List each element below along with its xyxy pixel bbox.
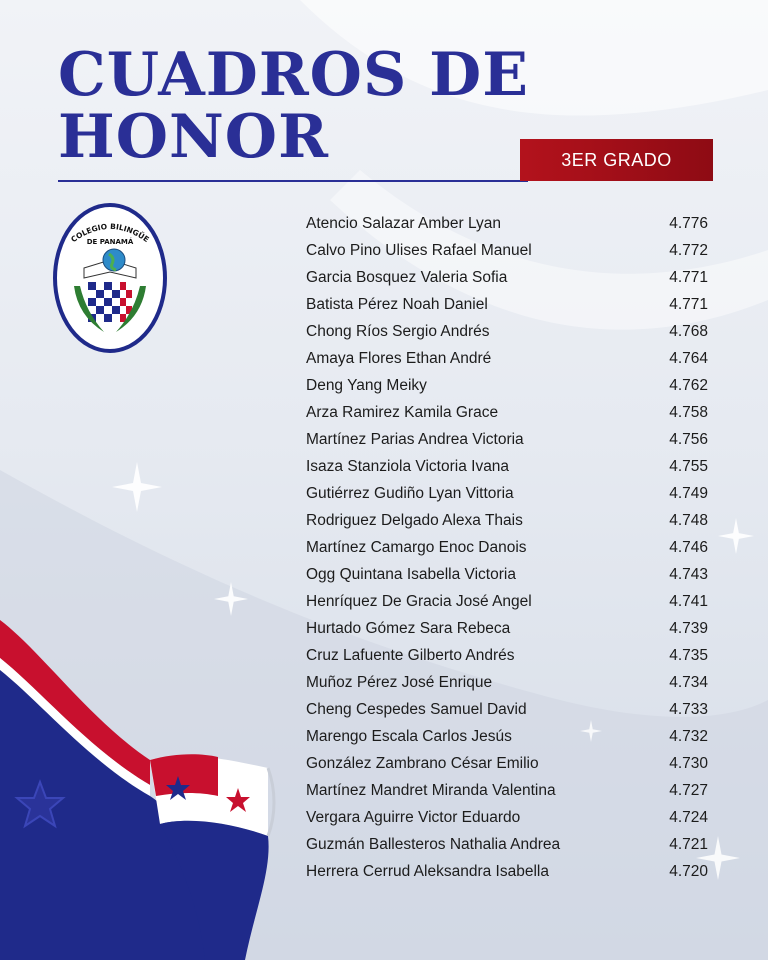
list-item	[306, 723, 708, 750]
student-score: 4.741	[669, 592, 708, 610]
list-item	[306, 696, 708, 723]
student-score: 4.771	[669, 268, 708, 286]
student-name: Gutiérrez Gudiño Lyan Vittoria	[306, 484, 514, 502]
title-line-1: CUADROS DE	[58, 40, 529, 110]
student-score: 4.776	[669, 214, 708, 232]
student-name: Cruz Lafuente Gilberto Andrés	[306, 646, 515, 664]
student-score: 4.762	[669, 376, 708, 394]
student-name: Ogg Quintana Isabella Victoria	[306, 565, 516, 583]
sparkle-star-icon	[718, 518, 754, 554]
student-name: Martínez Mandret Miranda Valentina	[306, 781, 556, 799]
school-crest-logo	[52, 202, 168, 354]
student-name: Hurtado Gómez Sara Rebeca	[306, 619, 511, 637]
student-name: Arza Ramirez Kamila Grace	[306, 403, 499, 421]
student-name: Guzmán Ballesteros Nathalia Andrea	[306, 835, 561, 853]
student-score: 4.734	[669, 673, 708, 691]
sparkle-star-icon	[696, 836, 740, 880]
grade-badge: 3ER GRADO	[520, 139, 713, 181]
crest-text-line-2: DE PANAMÁ	[86, 238, 134, 246]
student-score: 4.756	[669, 430, 708, 448]
student-score: 4.749	[669, 484, 708, 502]
list-item	[306, 291, 708, 318]
panama-flag-ribbon	[0, 610, 330, 960]
student-score: 4.746	[669, 538, 708, 556]
student-score: 4.735	[669, 646, 708, 664]
student-score: 4.768	[669, 322, 708, 340]
list-item	[306, 480, 708, 507]
student-score: 4.720	[669, 862, 708, 880]
student-name: Garcia Bosquez Valeria Sofia	[306, 268, 508, 286]
list-item	[306, 318, 708, 345]
crest-text-path-1: COLEGIO BILINGÜE	[69, 221, 151, 245]
list-item	[306, 777, 708, 804]
student-score: 4.730	[669, 754, 708, 772]
sparkle-star-icon	[112, 462, 162, 512]
student-name: Batista Pérez Noah Daniel	[306, 295, 488, 313]
title-divider	[58, 180, 528, 182]
student-name: Muñoz Pérez José Enrique	[306, 673, 493, 691]
student-score: 4.748	[669, 511, 708, 529]
page-title	[58, 40, 529, 172]
list-item	[306, 534, 708, 561]
checkered-shield	[88, 282, 132, 322]
title-line-2: HONOR	[58, 102, 329, 172]
student-score: 4.724	[669, 808, 708, 826]
list-item	[306, 588, 708, 615]
list-item	[306, 615, 708, 642]
student-name: Isaza Stanziola Victoria Ivana	[306, 457, 510, 475]
student-name: Calvo Pino Ulises Rafael Manuel	[306, 241, 532, 259]
list-item	[306, 858, 708, 885]
student-score: 4.771	[669, 295, 708, 313]
list-item	[306, 642, 708, 669]
list-item	[306, 237, 708, 264]
list-item	[306, 831, 708, 858]
student-score: 4.764	[669, 349, 708, 367]
student-name: González Zambrano César Emilio	[306, 754, 539, 772]
student-name: Martínez Parias Andrea Victoria	[306, 430, 524, 448]
student-name: Rodriguez Delgado Alexa Thais	[306, 511, 523, 529]
list-item	[306, 804, 708, 831]
student-name: Cheng Cespedes Samuel David	[306, 700, 527, 718]
list-item	[306, 561, 708, 588]
student-score: 4.727	[669, 781, 708, 799]
student-name: Herrera Cerrud Aleksandra Isabella	[306, 862, 549, 880]
student-score: 4.755	[669, 457, 708, 475]
list-item	[306, 750, 708, 777]
student-name: Chong Ríos Sergio Andrés	[306, 322, 490, 340]
student-score: 4.758	[669, 403, 708, 421]
student-score: 4.732	[669, 727, 708, 745]
student-score: 4.721	[669, 835, 708, 853]
student-name: Marengo Escala Carlos Jesús	[306, 727, 512, 745]
student-score: 4.733	[669, 700, 708, 718]
list-item	[306, 264, 708, 291]
list-item	[306, 210, 708, 237]
list-item	[306, 345, 708, 372]
list-item	[306, 426, 708, 453]
student-score: 4.739	[669, 619, 708, 637]
list-item	[306, 453, 708, 480]
list-item	[306, 399, 708, 426]
student-name: Deng Yang Meiky	[306, 376, 427, 394]
list-item	[306, 372, 708, 399]
student-score: 4.772	[669, 241, 708, 259]
student-name: Henríquez De Gracia José Angel	[306, 592, 532, 610]
student-score: 4.743	[669, 565, 708, 583]
student-name: Vergara Aguirre Victor Eduardo	[306, 808, 521, 826]
honor-roll-list	[306, 210, 708, 885]
student-name: Martínez Camargo Enoc Danois	[306, 538, 527, 556]
sparkle-star-icon	[580, 720, 602, 742]
list-item	[306, 669, 708, 696]
student-name: Amaya Flores Ethan André	[306, 349, 492, 367]
student-name: Atencio Salazar Amber Lyan	[306, 214, 502, 232]
list-item	[306, 507, 708, 534]
